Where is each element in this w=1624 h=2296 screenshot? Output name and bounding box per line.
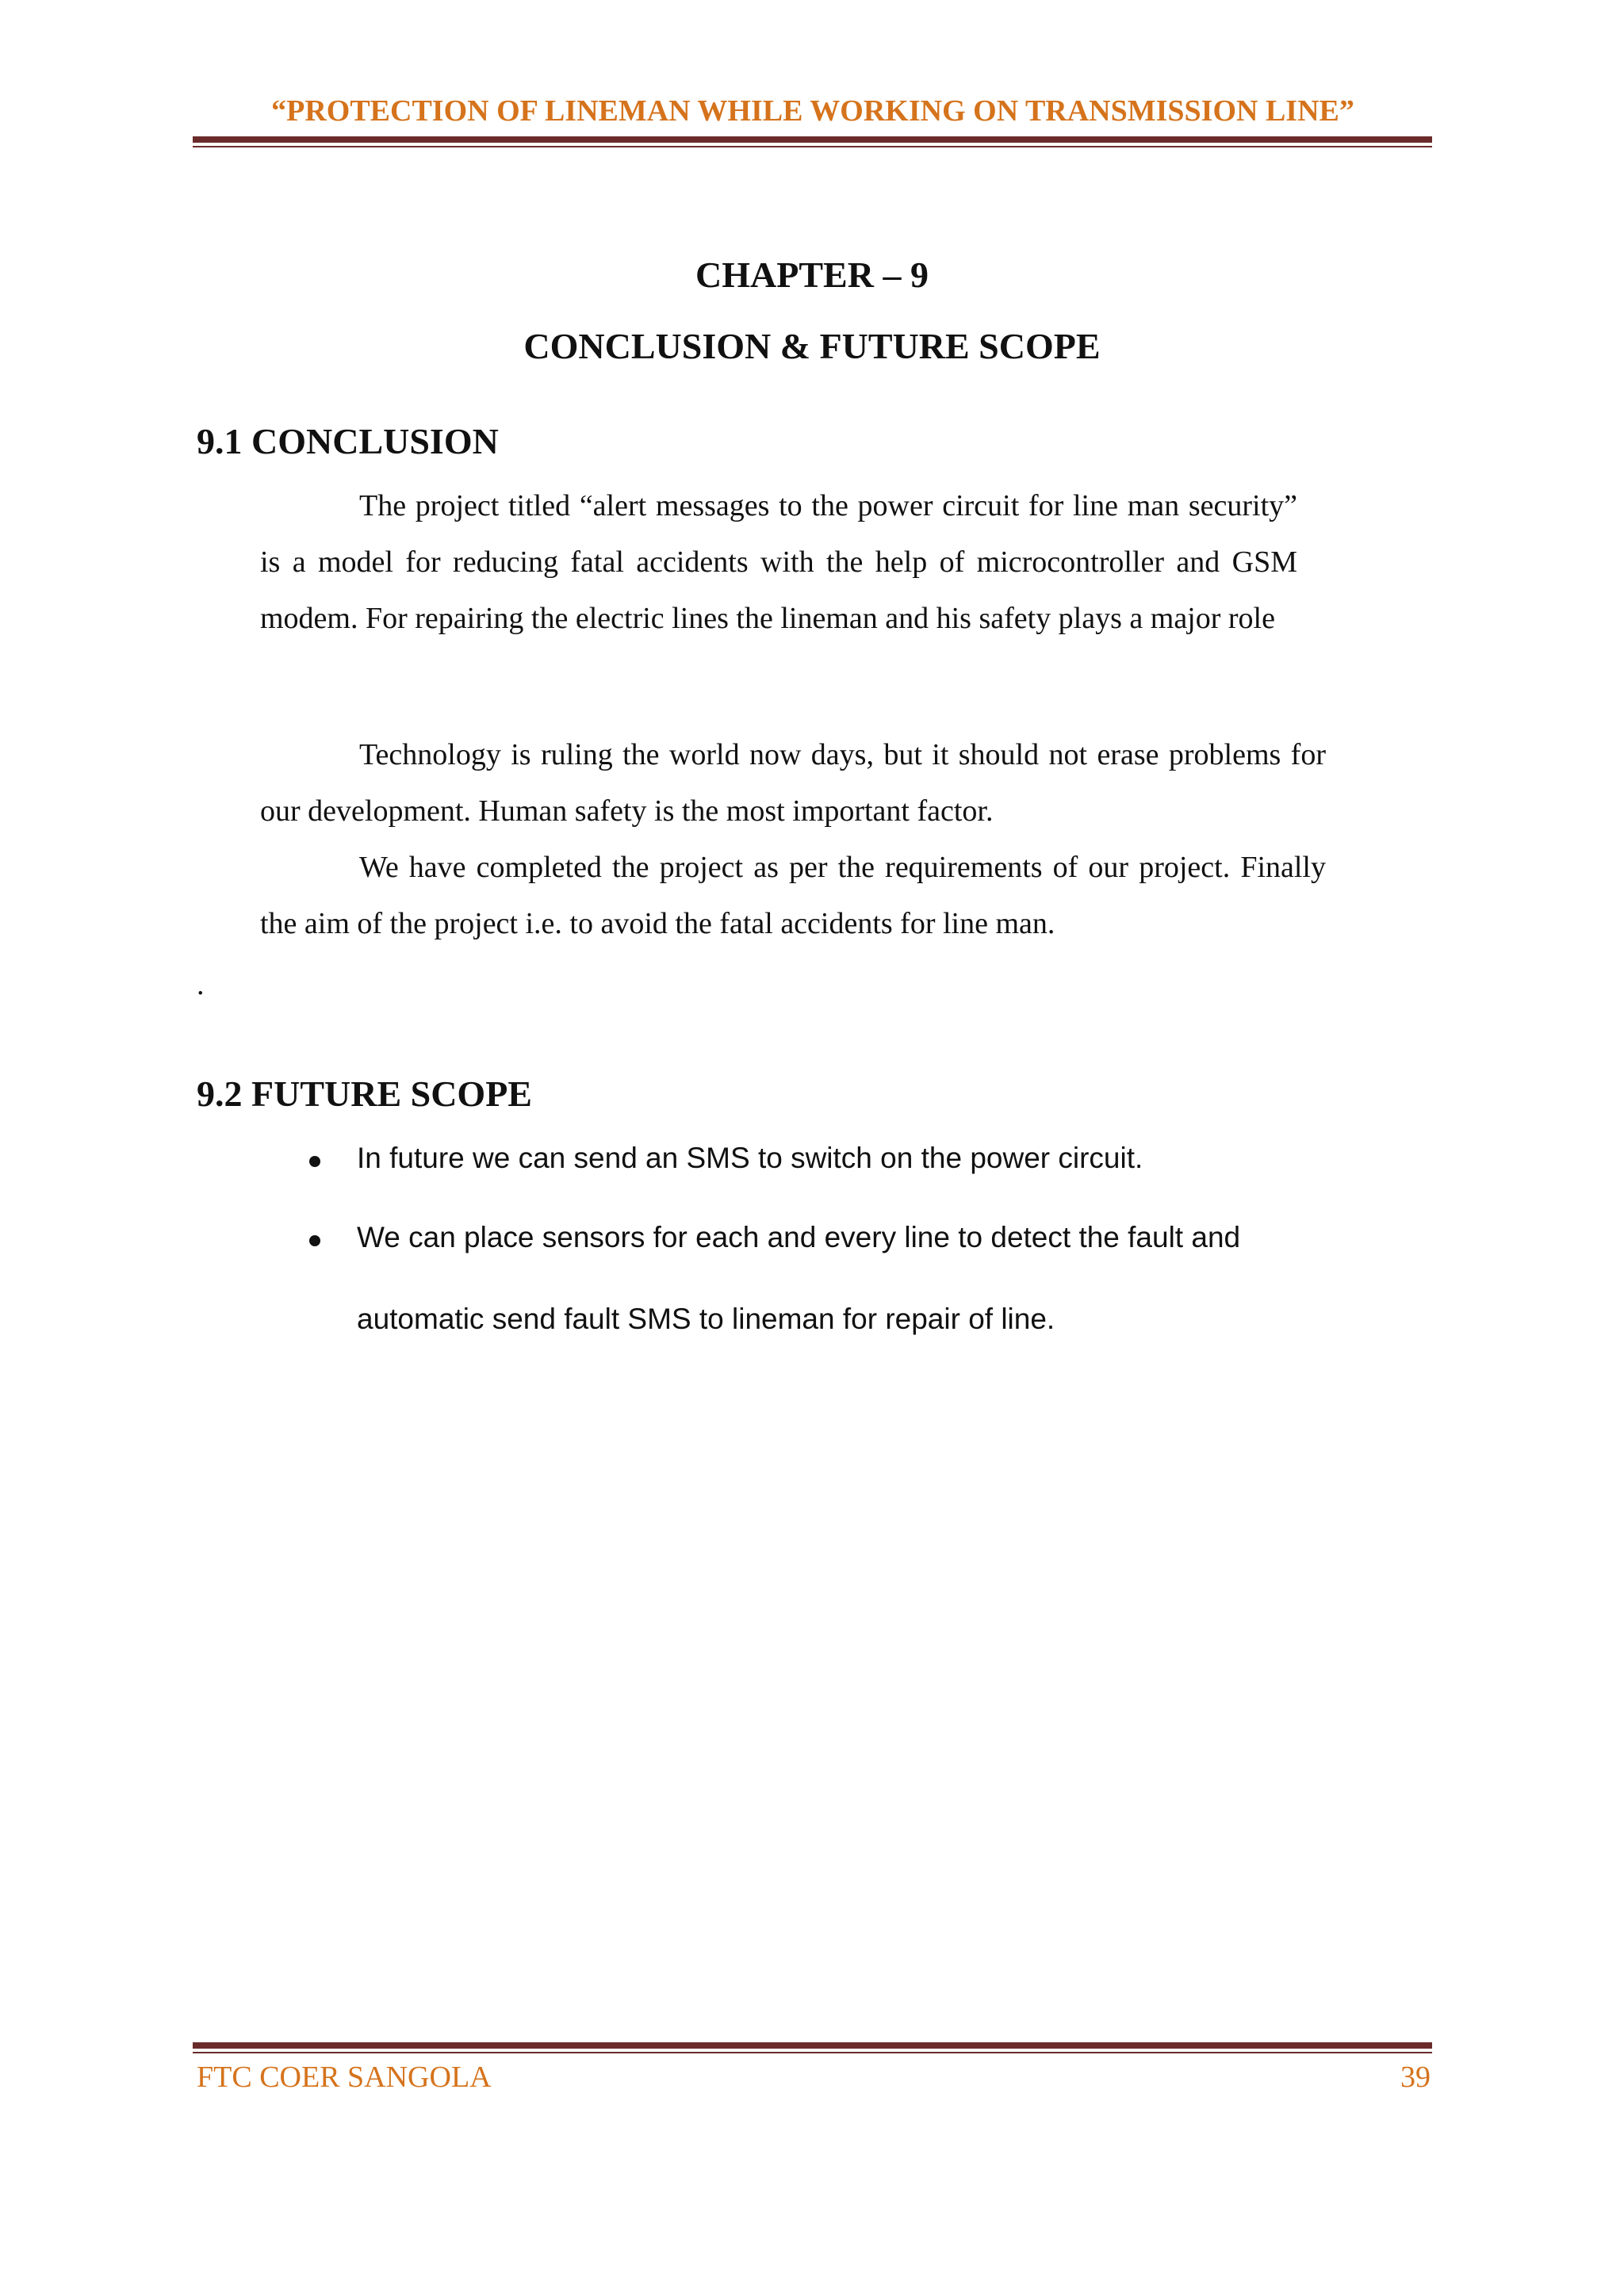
conclusion-paragraph-2 (260, 727, 1326, 840)
bullet-dot-icon (309, 1156, 320, 1167)
footer-institution: FTC COER SANGOLA (197, 2061, 492, 2094)
footer-page-number: 39 (1400, 2061, 1431, 2094)
running-header-title: “PROTECTION OF LINEMAN WHILE WORKING ON TRANSMISSION LINE” (271, 94, 1354, 128)
list-item-text: In future we can send an SMS to switch on the power circuit. (357, 1142, 1143, 1174)
conclusion-paragraph-1-text: The project titled “alert messages to the power circuit for line man security” is a model for reducing fatal accidents with the help of microcontroller and GSM modem. For repairing the electric lines the lineman and his safety plays a major role (260, 489, 1297, 635)
footer-rule-thick (193, 2042, 1432, 2049)
chapter-title: CONCLUSION & FUTURE SCOPE (523, 326, 1101, 366)
footer-rule-thin (193, 2052, 1432, 2053)
list-item-text: automatic send fault SMS to lineman for repair of line. (357, 1303, 1055, 1335)
header-rule-thick (193, 136, 1432, 143)
list-item-text: We can place sensors for each and every line to detect the fault and (357, 1221, 1241, 1253)
stray-period: . (197, 968, 205, 1001)
conclusion-paragraph-3 (260, 840, 1326, 952)
conclusion-paragraph-3-text: We have completed the project as per the requirements of our project. Finally the aim of the project i.e. to avoid the fatal accidents for line man. (260, 851, 1326, 940)
conclusion-paragraph-1 (260, 478, 1297, 647)
bullet-dot-icon (309, 1235, 320, 1246)
section-heading-future-scope: 9.2 FUTURE SCOPE (197, 1073, 532, 1114)
conclusion-paragraph-2-text: Technology is ruling the world now days, but it should not erase problems for our development. Human safety is the most important factor. (260, 738, 1326, 828)
header-rule-thin (193, 146, 1432, 147)
chapter-number: CHAPTER – 9 (695, 254, 929, 295)
section-heading-conclusion: 9.1 CONCLUSION (197, 421, 499, 461)
